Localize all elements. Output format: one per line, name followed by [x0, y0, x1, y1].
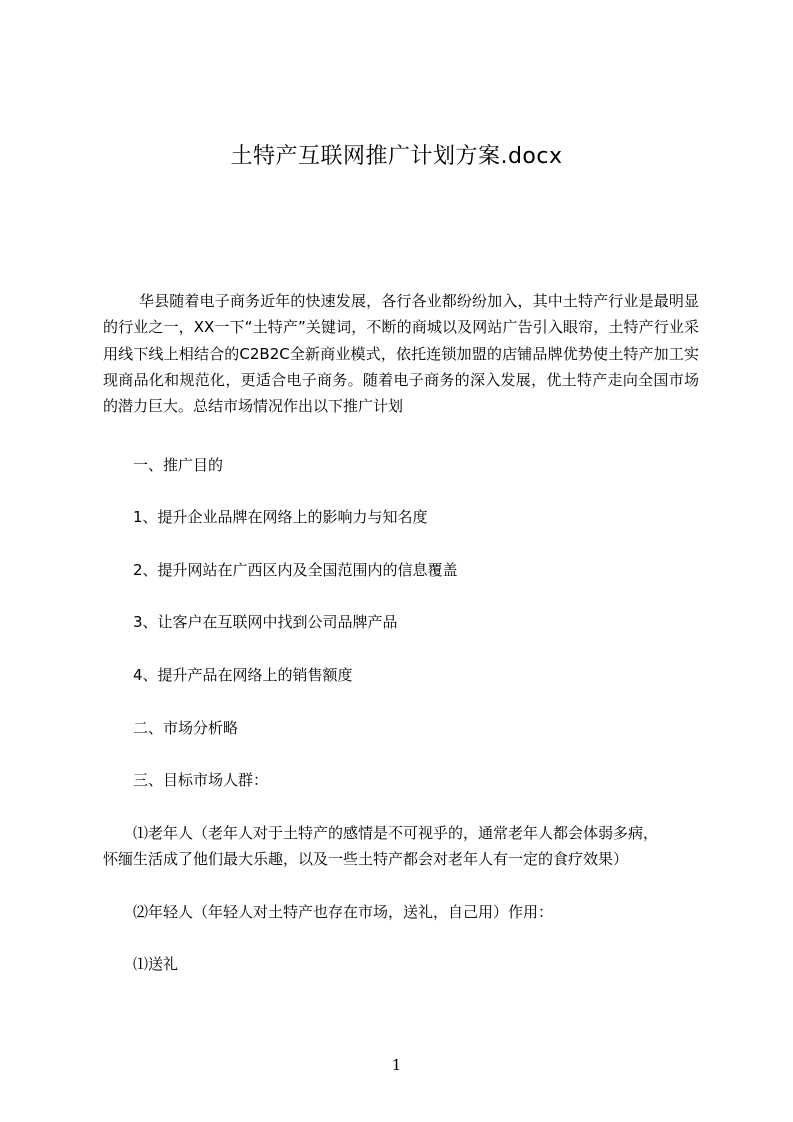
intro-paragraph: 华县随着电子商务近年的快速发展，各行各业都纷纷加入，其中土特产行业是最明显的行业之一，XX一下“土特产”关键词，不断的商城以及网站广告引入眼帘，土特产行业采用线下线上相结合的C2B2C全新商业模式，依托连锁加盟的店铺品牌优势使土特产加工实现商品化和规范化，更适合电子商务。随着电子商务的深入发展，优土特产走向全国市场的潜力巨大。总结市场情况作出以下推广计划 [103, 292, 699, 416]
goal-item: 3、让客户在互联网中找到公司品牌产品 [133, 613, 398, 631]
goal-item: 2、提升网站在广西区内及全国范围内的信息覆盖 [133, 561, 458, 579]
goal-item: 4、提升产品在网络上的销售额度 [133, 666, 353, 684]
page-number: 1 [391, 1056, 402, 1074]
document-title: 土特产互联网推广计划方案.docx [230, 144, 563, 169]
goal-item: 1、提升企业品牌在网络上的影响力与知名度 [133, 508, 428, 526]
gift-item: ⑴送礼 [133, 955, 179, 973]
elderly-audience-line-2: 怀缅生活成了他们最大乐趣，以及一些土特产都会对老年人有一定的食疗效果） [103, 850, 629, 868]
section-heading-market-analysis: 二、市场分析略 [133, 719, 239, 737]
young-audience-line: ⑵年轻人（年轻人对土特产也存在市场，送礼，自己用）作用： [133, 903, 554, 921]
section-heading-purpose: 一、推广目的 [133, 456, 224, 474]
elderly-audience-line-1: ⑴老年人（老年人对于土特产的感情是不可视乎的，通常老年人都会体弱多病， [133, 824, 659, 842]
section-heading-target-audience: 三、目标市场人群： [133, 771, 269, 789]
